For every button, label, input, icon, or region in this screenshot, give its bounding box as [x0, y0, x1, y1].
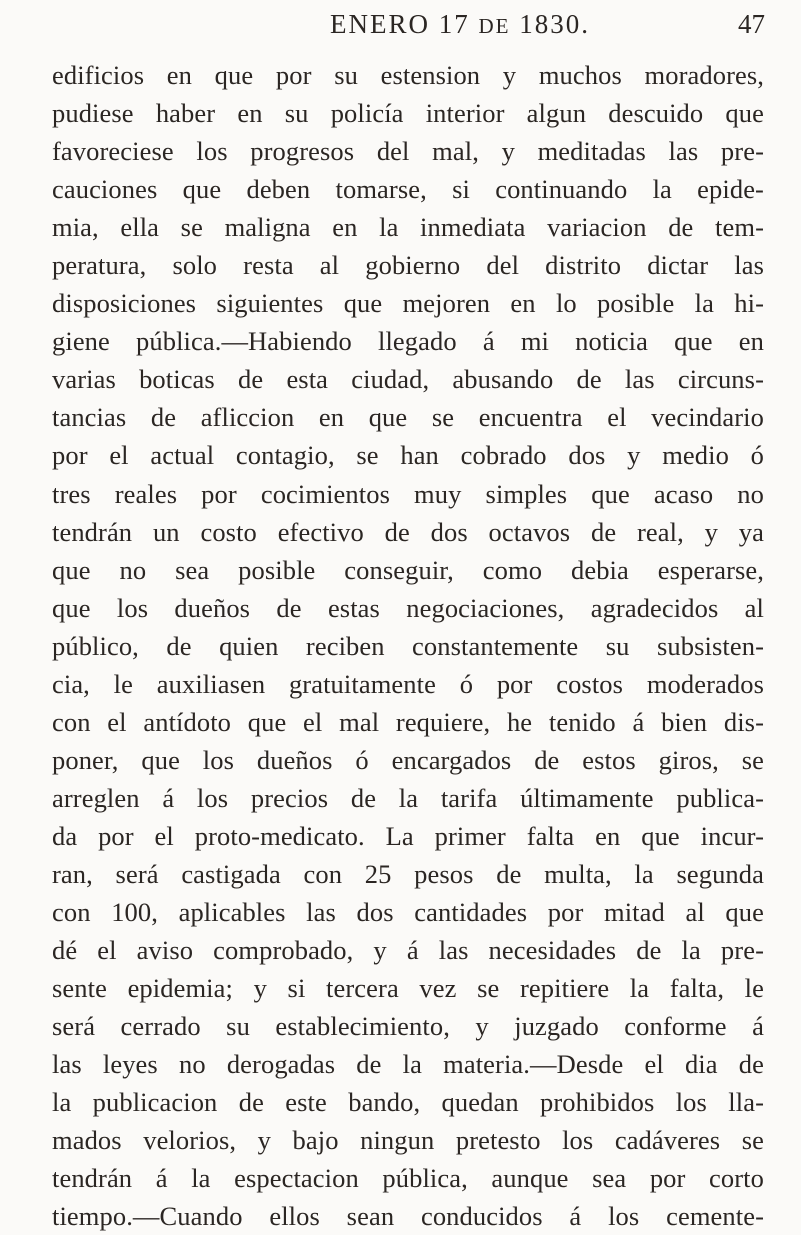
- text-line: tancias de afliccion en que se encuentra el vecindario: [52, 402, 764, 433]
- text-line: mados velorios, y bajo ningun pretesto los cadáveres se: [52, 1125, 764, 1156]
- text-line: cauciones que deben tomarse, si continuando la epide-: [52, 174, 764, 205]
- text-line: disposiciones siguientes que mejoren en lo posible la hi-: [52, 288, 764, 319]
- text-line: tendrán un costo efectivo de dos octavos de real, y ya: [52, 516, 764, 547]
- running-title-date: ENERO 17: [330, 9, 479, 39]
- text-line: que no sea posible conseguir, como debia esperarse,: [52, 554, 764, 585]
- running-title-year: 1830.: [510, 9, 590, 39]
- text-line: ran, será castigada con 25 pesos de multa, la segunda: [52, 858, 764, 889]
- text-line: sente epidemia; y si tercera vez se repitiere la falta, le: [52, 973, 764, 1004]
- text-line: poner, que los dueños ó encargados de estos giros, se: [52, 744, 764, 775]
- text-line: dé el aviso comprobado, y á las necesidades de la pre-: [52, 935, 764, 966]
- text-line: pudiese haber en su policía interior algun descuido que: [52, 98, 764, 129]
- text-line: tiempo.—Cuando ellos sean conducidos á los cemente-: [52, 1201, 764, 1232]
- text-line: arreglen á los precios de la tarifa últimamente publica-: [52, 782, 764, 813]
- running-title: [270, 6, 650, 44]
- running-title-preposition: DE: [478, 14, 511, 38]
- text-line: varias boticas de esta ciudad, abusando de las circuns-: [52, 364, 764, 395]
- text-line: edificios en que por su estension y muchos moradores,: [52, 60, 764, 90]
- text-line: con 100, aplicables las dos cantidades por mitad al que: [52, 897, 764, 928]
- text-line: tres reales por cocimientos muy simples que acaso no: [52, 478, 764, 509]
- text-line: peratura, solo resta al gobierno del distrito dictar las: [52, 250, 764, 281]
- page-header: [0, 6, 801, 42]
- body-text: [52, 56, 764, 1235]
- text-line: da por el proto-medicato. La primer falta en que incur-: [52, 820, 764, 851]
- text-line: las leyes no derogadas de la materia.—Desde el dia de: [52, 1049, 764, 1080]
- page-number: 47: [738, 9, 765, 39]
- text-line: público, de quien reciben constantemente su subsisten-: [52, 630, 764, 661]
- text-line: mia, ella se maligna en la inmediata variacion de tem-: [52, 212, 764, 243]
- text-line: la publicacion de este bando, quedan prohibidos los lla-: [52, 1087, 764, 1118]
- text-line: que los dueños de estas negociaciones, agradecidos al: [52, 592, 764, 623]
- text-line: giene pública.—Habiendo llegado á mi noticia que en: [52, 326, 764, 357]
- text-line: por el actual contagio, se han cobrado dos y medio ó: [52, 440, 764, 471]
- text-line: tendrán á la espectacion pública, aunque sea por corto: [52, 1163, 764, 1194]
- text-line: cia, le auxiliasen gratuitamente ó por costos moderados: [52, 668, 764, 699]
- text-line: favoreciese los progresos del mal, y meditadas las pre-: [52, 136, 764, 167]
- text-line: con el antídoto que el mal requiere, he tenido á bien dis-: [52, 706, 764, 737]
- text-line: será cerrado su establecimiento, y juzgado conforme á: [52, 1011, 764, 1042]
